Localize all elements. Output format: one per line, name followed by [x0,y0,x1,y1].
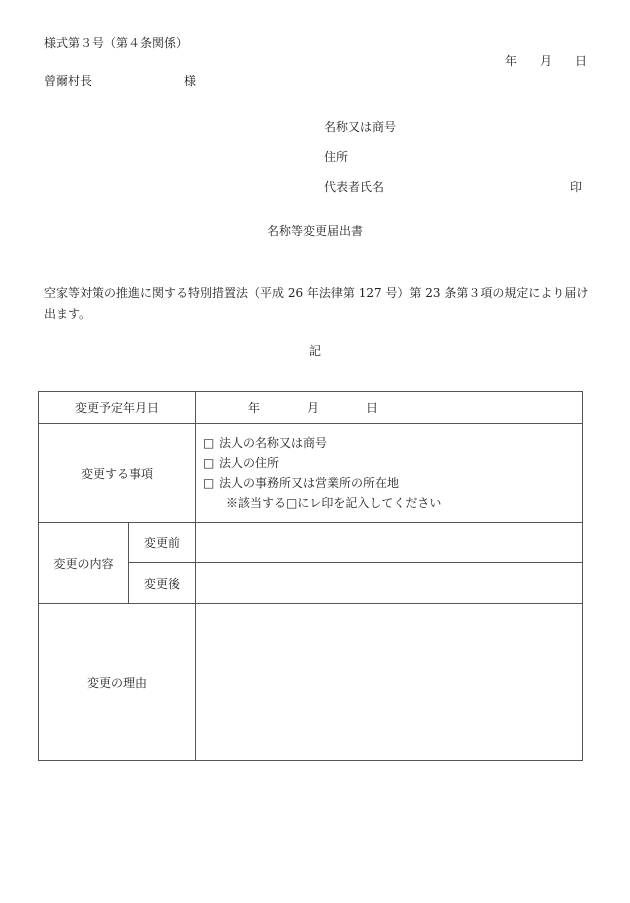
before-label: 変更前 [129,523,196,563]
seal-mark: 印 [570,180,583,194]
checkbox-icon[interactable]: □ [203,476,215,490]
table-row [39,604,583,761]
scheduled-date-label: 変更予定年月日 [39,392,196,424]
table-row [39,424,583,523]
date-month-label: 月 [307,401,320,415]
content-label: 変更の内容 [39,523,129,604]
change-form-table [38,391,583,761]
document-title: 名称等変更届出書 [266,224,363,238]
option-label: 法人の住所 [219,456,280,470]
date-day-label: 日 [366,401,379,415]
honorific: 様 [184,74,197,88]
table-row [39,392,583,424]
reason-label: 変更の理由 [39,604,196,761]
reason-field[interactable] [196,604,583,761]
after-field[interactable] [196,563,583,604]
submission-date [505,55,587,67]
date-year-label: 年 [248,401,261,415]
checkbox-icon[interactable]: □ [203,436,215,450]
items-label: 変更する事項 [39,424,196,523]
table-row [39,523,583,563]
applicant-name-label: 名称又は商号 [324,120,397,134]
option-label: 法人の事務所又は営業所の所在地 [219,476,400,490]
option-label: 法人の名称又は商号 [219,436,328,450]
checkbox-option-name[interactable] [203,433,582,453]
items-checklist [196,424,583,523]
applicant-address-label: 住所 [324,150,349,164]
checkbox-option-office[interactable] [203,473,582,493]
after-label: 変更後 [129,563,196,604]
body-text: 空家等対策の推進に関する特別措置法（平成 26 年法律第 127 号）第 23 条第３項の規定により届け出ます。 [44,286,589,321]
date-year-label: 年 [505,54,518,68]
applicant-representative-label: 代表者氏名 [324,180,385,194]
checkbox-option-address[interactable] [203,453,582,473]
form-number: 様式第３号（第４条関係） [44,36,189,50]
date-day-label: 日 [575,54,588,68]
checkbox-note: ※該当する□にレ印を記入してください [226,496,442,510]
addressee: 曾爾村長 [44,74,93,88]
date-month-label: 月 [540,54,553,68]
before-field[interactable] [196,523,583,563]
checkbox-icon[interactable]: □ [203,456,215,470]
scheduled-date-field[interactable] [196,392,583,424]
ki-heading: 記 [308,344,321,358]
